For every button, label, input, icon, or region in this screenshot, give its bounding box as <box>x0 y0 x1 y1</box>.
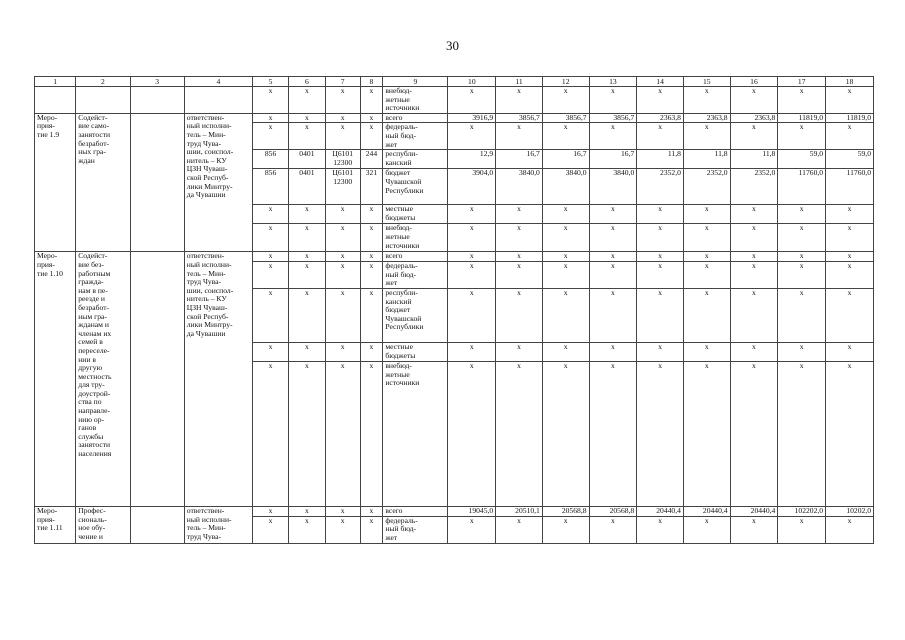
table-row <box>35 113 874 123</box>
value-cell: x <box>542 123 589 150</box>
header-cell: 9 <box>383 77 448 87</box>
header-cell: 13 <box>589 77 637 87</box>
value-cell: x <box>496 252 543 262</box>
source-cell: республи- канский бюджет Чувашской Республики <box>383 288 448 342</box>
header-cell: 16 <box>730 77 778 87</box>
header-cell: 17 <box>778 77 826 87</box>
value-cell: x <box>637 123 684 150</box>
empty-cell <box>130 506 184 543</box>
code-cell: x <box>325 288 360 342</box>
code-cell: x <box>325 506 360 516</box>
table-row <box>35 506 874 516</box>
value-cell: x <box>778 361 826 506</box>
value-cell: x <box>589 516 637 543</box>
code-cell: 856 <box>253 150 289 169</box>
value-cell: 3856,7 <box>496 113 543 123</box>
code-cell: x <box>360 87 383 114</box>
value-cell: 12,9 <box>448 150 496 169</box>
source-cell: федераль- ный бюд- жет <box>383 516 448 543</box>
code-cell: x <box>253 342 289 361</box>
value-cell: x <box>448 342 496 361</box>
value-cell: x <box>730 342 778 361</box>
table-row <box>35 252 874 262</box>
value-cell: x <box>496 87 543 114</box>
value-cell: x <box>778 288 826 342</box>
value-cell: 102202,0 <box>778 506 826 516</box>
value-cell: x <box>448 87 496 114</box>
value-cell: x <box>496 288 543 342</box>
value-cell: 3916,9 <box>448 113 496 123</box>
source-cell: внебюд- жетные источники <box>383 87 448 114</box>
value-cell: x <box>826 342 874 361</box>
value-cell: x <box>496 205 543 224</box>
value-cell: x <box>589 342 637 361</box>
executor-cell: ответствен- ный исполни- тель – Мин- труд Чува- шии, соиспол- нитель – КУ ЦЗН Чуваш- ской Респуб- лики Минтру- да Чувашии <box>184 113 252 252</box>
code-cell: x <box>325 205 360 224</box>
value-cell: x <box>826 224 874 252</box>
measure-name-cell: Меро- прия- тие 1.10 <box>35 252 76 507</box>
source-cell: республи- канский <box>383 150 448 169</box>
value-cell: x <box>826 205 874 224</box>
code-cell: x <box>360 516 383 543</box>
value-cell: x <box>589 224 637 252</box>
measure-description-cell: Профес- сиональ- ное обу- чение и <box>76 506 130 543</box>
header-cell: 2 <box>76 77 130 87</box>
value-cell: 3840,0 <box>542 169 589 205</box>
code-cell: Ц6101 12300 <box>325 169 360 205</box>
header-cell: 8 <box>360 77 383 87</box>
value-cell: x <box>637 87 684 114</box>
code-cell: x <box>360 205 383 224</box>
budget-table <box>34 76 874 544</box>
code-cell: x <box>288 361 325 506</box>
value-cell: x <box>730 261 778 288</box>
value-cell: 16,7 <box>589 150 637 169</box>
value-cell: x <box>448 261 496 288</box>
value-cell: x <box>496 342 543 361</box>
code-cell: x <box>253 224 289 252</box>
code-cell: x <box>325 224 360 252</box>
value-cell: 3904,0 <box>448 169 496 205</box>
value-cell: x <box>637 516 684 543</box>
code-cell: x <box>288 224 325 252</box>
header-row <box>35 77 874 87</box>
value-cell: x <box>448 205 496 224</box>
code-cell: x <box>360 288 383 342</box>
value-cell: 3856,7 <box>589 113 637 123</box>
value-cell: x <box>589 252 637 262</box>
source-cell: местные бюджеты <box>383 342 448 361</box>
value-cell: x <box>542 87 589 114</box>
code-cell: x <box>325 252 360 262</box>
value-cell: 2363,8 <box>683 113 730 123</box>
value-cell: x <box>826 361 874 506</box>
code-cell: x <box>325 342 360 361</box>
value-cell: x <box>496 516 543 543</box>
value-cell: 3840,0 <box>496 169 543 205</box>
value-cell: x <box>778 342 826 361</box>
code-cell: x <box>360 261 383 288</box>
code-cell: x <box>288 288 325 342</box>
value-cell: 3840,0 <box>589 169 637 205</box>
code-cell: x <box>253 113 289 123</box>
code-cell: 0401 <box>288 150 325 169</box>
value-cell: x <box>589 261 637 288</box>
table-row <box>35 87 874 114</box>
value-cell: 11,8 <box>683 150 730 169</box>
value-cell: x <box>448 361 496 506</box>
value-cell: x <box>683 261 730 288</box>
value-cell: x <box>496 261 543 288</box>
code-cell: x <box>325 113 360 123</box>
value-cell: x <box>542 342 589 361</box>
code-cell: x <box>288 261 325 288</box>
value-cell: x <box>637 252 684 262</box>
value-cell: 3856,7 <box>542 113 589 123</box>
code-cell: x <box>288 516 325 543</box>
measure-name-cell: Меро- прия- тие 1.11 <box>35 506 76 543</box>
code-cell: Ц6101 12300 <box>325 150 360 169</box>
value-cell: x <box>730 205 778 224</box>
header-cell: 12 <box>542 77 589 87</box>
value-cell: x <box>637 205 684 224</box>
page-number: 30 <box>446 38 459 53</box>
value-cell: x <box>683 361 730 506</box>
value-cell: x <box>778 516 826 543</box>
source-cell: местные бюджеты <box>383 205 448 224</box>
code-cell: x <box>253 288 289 342</box>
code-cell: x <box>360 361 383 506</box>
value-cell: x <box>683 252 730 262</box>
value-cell: 59,0 <box>826 150 874 169</box>
empty-cell <box>130 87 184 114</box>
header-cell: 1 <box>35 77 76 87</box>
value-cell: 20568,8 <box>542 506 589 516</box>
value-cell: x <box>683 87 730 114</box>
measure-description-cell: Содейст- вие само- занятости безработ- ных гра- ждан <box>76 113 130 252</box>
value-cell: 20568,8 <box>589 506 637 516</box>
value-cell: x <box>730 123 778 150</box>
code-cell: x <box>288 205 325 224</box>
value-cell: 20440,4 <box>683 506 730 516</box>
value-cell: x <box>589 288 637 342</box>
value-cell: x <box>496 224 543 252</box>
value-cell: 19045,0 <box>448 506 496 516</box>
source-cell: внебюд- жетные источники <box>383 224 448 252</box>
value-cell: x <box>778 224 826 252</box>
code-cell: x <box>325 261 360 288</box>
value-cell: x <box>683 205 730 224</box>
empty-cell <box>184 87 252 114</box>
value-cell: x <box>730 288 778 342</box>
value-cell: x <box>496 123 543 150</box>
header-cell: 6 <box>288 77 325 87</box>
code-cell: x <box>325 123 360 150</box>
value-cell: 11760,0 <box>778 169 826 205</box>
code-cell: x <box>360 224 383 252</box>
code-cell: x <box>325 516 360 543</box>
code-cell: x <box>253 261 289 288</box>
value-cell: x <box>542 224 589 252</box>
value-cell: x <box>589 361 637 506</box>
value-cell: x <box>730 224 778 252</box>
value-cell: 20440,4 <box>637 506 684 516</box>
code-cell: x <box>253 87 289 114</box>
value-cell: x <box>778 205 826 224</box>
code-cell: 321 <box>360 169 383 205</box>
value-cell: x <box>730 516 778 543</box>
code-cell: x <box>253 361 289 506</box>
value-cell: 11,8 <box>730 150 778 169</box>
code-cell: x <box>325 361 360 506</box>
source-cell: всего <box>383 252 448 262</box>
value-cell: x <box>589 205 637 224</box>
value-cell: x <box>637 224 684 252</box>
empty-cell <box>35 87 76 114</box>
value-cell: x <box>730 87 778 114</box>
source-cell: всего <box>383 113 448 123</box>
value-cell: 2352,0 <box>637 169 684 205</box>
value-cell: 2352,0 <box>683 169 730 205</box>
value-cell: x <box>496 361 543 506</box>
value-cell: 11760,0 <box>826 169 874 205</box>
value-cell: x <box>778 261 826 288</box>
value-cell: x <box>826 87 874 114</box>
value-cell: x <box>730 252 778 262</box>
value-cell: x <box>589 87 637 114</box>
empty-cell <box>130 113 184 252</box>
code-cell: x <box>360 252 383 262</box>
value-cell: x <box>730 361 778 506</box>
code-cell: x <box>253 516 289 543</box>
value-cell: 10202,0 <box>826 506 874 516</box>
code-cell: x <box>325 87 360 114</box>
header-cell: 4 <box>184 77 252 87</box>
code-cell: x <box>288 342 325 361</box>
header-cell: 11 <box>496 77 543 87</box>
value-cell: x <box>683 288 730 342</box>
code-cell: 244 <box>360 150 383 169</box>
header-cell: 18 <box>826 77 874 87</box>
value-cell: x <box>683 123 730 150</box>
value-cell: x <box>826 123 874 150</box>
value-cell: x <box>637 288 684 342</box>
value-cell: 11819,0 <box>778 113 826 123</box>
value-cell: 16,7 <box>542 150 589 169</box>
executor-cell: ответствен- ный исполни- тель – Мин- труд Чува- шии, соиспол- нитель – КУ ЦЗН Чуваш- ской Респуб- лики Минтру- да Чувашии <box>184 252 252 507</box>
code-cell: x <box>253 205 289 224</box>
value-cell: x <box>826 288 874 342</box>
value-cell: x <box>448 516 496 543</box>
code-cell: x <box>288 113 325 123</box>
value-cell: x <box>542 252 589 262</box>
value-cell: x <box>542 288 589 342</box>
value-cell: x <box>542 261 589 288</box>
code-cell: x <box>360 113 383 123</box>
value-cell: x <box>542 205 589 224</box>
value-cell: 2363,8 <box>637 113 684 123</box>
header-cell: 3 <box>130 77 184 87</box>
value-cell: 16,7 <box>496 150 543 169</box>
header-cell: 7 <box>325 77 360 87</box>
value-cell: x <box>448 224 496 252</box>
executor-cell: ответствен- ный исполни- тель – Мин- труд Чува- <box>184 506 252 543</box>
value-cell: x <box>683 342 730 361</box>
source-cell: федераль- ный бюд- жет <box>383 123 448 150</box>
value-cell: x <box>542 516 589 543</box>
source-cell: внебюд- жетные источники <box>383 361 448 506</box>
code-cell: x <box>360 123 383 150</box>
value-cell: x <box>448 252 496 262</box>
code-cell: 0401 <box>288 169 325 205</box>
value-cell: x <box>778 87 826 114</box>
code-cell: x <box>288 123 325 150</box>
value-cell: 2352,0 <box>730 169 778 205</box>
value-cell: x <box>826 252 874 262</box>
value-cell: x <box>778 123 826 150</box>
value-cell: x <box>448 288 496 342</box>
value-cell: 20440,4 <box>730 506 778 516</box>
value-cell: 20510,1 <box>496 506 543 516</box>
code-cell: x <box>288 87 325 114</box>
value-cell: 11,8 <box>637 150 684 169</box>
header-cell: 5 <box>253 77 289 87</box>
empty-cell <box>130 252 184 507</box>
code-cell: x <box>288 506 325 516</box>
value-cell: x <box>637 361 684 506</box>
value-cell: x <box>778 252 826 262</box>
value-cell: x <box>826 516 874 543</box>
value-cell: x <box>637 342 684 361</box>
code-cell: x <box>288 252 325 262</box>
empty-cell <box>76 87 130 114</box>
code-cell: x <box>360 342 383 361</box>
value-cell: x <box>683 224 730 252</box>
value-cell: 2363,8 <box>730 113 778 123</box>
value-cell: x <box>637 261 684 288</box>
header-cell: 14 <box>637 77 684 87</box>
header-cell: 10 <box>448 77 496 87</box>
value-cell: 59,0 <box>778 150 826 169</box>
value-cell: x <box>448 123 496 150</box>
header-cell: 15 <box>683 77 730 87</box>
value-cell: x <box>826 261 874 288</box>
code-cell: 856 <box>253 169 289 205</box>
code-cell: x <box>253 252 289 262</box>
code-cell: x <box>253 506 289 516</box>
code-cell: x <box>253 123 289 150</box>
measure-name-cell: Меро- прия- тие 1.9 <box>35 113 76 252</box>
source-cell: федераль- ный бюд- жет <box>383 261 448 288</box>
measure-description-cell: Содейст- вие без- работным гражда- нам в пе- реезде и безработ- ным гра- жданам и членам их семей в переселе- нии в другую местность для тру- доустрой- ства по направле- нию ор- ганов службы занятости населения <box>76 252 130 507</box>
source-cell: всего <box>383 506 448 516</box>
code-cell: x <box>360 506 383 516</box>
value-cell: x <box>683 516 730 543</box>
value-cell: x <box>542 361 589 506</box>
source-cell: бюджет Чувашской Республики <box>383 169 448 205</box>
value-cell: x <box>589 123 637 150</box>
value-cell: 11819,0 <box>826 113 874 123</box>
